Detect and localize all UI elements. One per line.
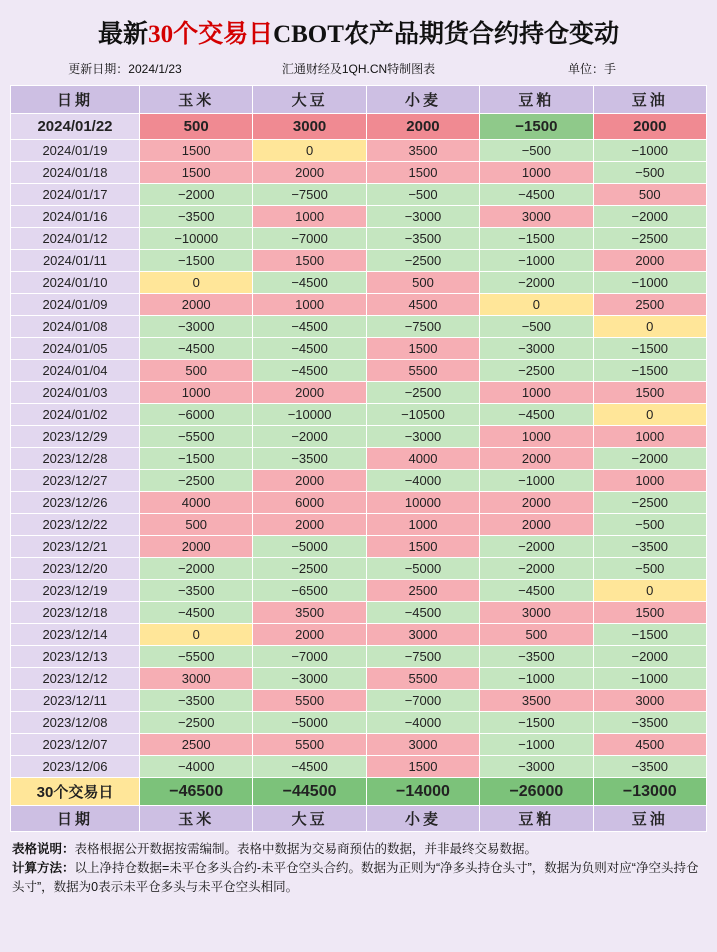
table-footer-header-row-cell-1: 玉米	[140, 806, 253, 832]
cell-小麦: −4000	[366, 712, 479, 734]
row-date: 2024/01/18	[11, 162, 140, 184]
row-date: 2024/01/16	[11, 206, 140, 228]
cell-豆粕: −1500	[480, 114, 593, 140]
cell-大豆: −2500	[253, 558, 366, 580]
table-row	[11, 558, 707, 580]
cell-豆油: −2500	[593, 492, 706, 514]
table-row	[11, 140, 707, 162]
cell-玉米: 3000	[140, 668, 253, 690]
table-header-row-cell-0: 日期	[11, 86, 140, 114]
cell-大豆: 1000	[253, 294, 366, 316]
table-row	[11, 690, 707, 712]
cell-豆粕: −2000	[480, 536, 593, 558]
table-row	[11, 602, 707, 624]
cell-大豆: 3500	[253, 602, 366, 624]
row-date: 2023/12/08	[11, 712, 140, 734]
cell-小麦: −4000	[366, 470, 479, 492]
cell-大豆: 2000	[253, 162, 366, 184]
row-date: 2023/12/14	[11, 624, 140, 646]
cell-豆油: 1500	[593, 382, 706, 404]
cell-豆粕: 1000	[480, 426, 593, 448]
table-row	[11, 712, 707, 734]
cell-玉米: 0	[140, 272, 253, 294]
cell-豆粕: 3000	[480, 206, 593, 228]
cell-豆粕: −2000	[480, 558, 593, 580]
cell-大豆: 1500	[253, 250, 366, 272]
cell-玉米: 1000	[140, 382, 253, 404]
cell-大豆: 2000	[253, 470, 366, 492]
row-date: 2023/12/21	[11, 536, 140, 558]
cell-豆油: 2000	[593, 114, 706, 140]
title-highlight: 30个交易日	[148, 21, 274, 48]
cell-玉米: −4500	[140, 338, 253, 360]
row-date: 2023/12/11	[11, 690, 140, 712]
cell-豆粕: −3000	[480, 338, 593, 360]
cell-玉米: 500	[140, 114, 253, 140]
cell-大豆: −4500	[253, 316, 366, 338]
cell-豆油: −500	[593, 162, 706, 184]
cell-小麦: −10500	[366, 404, 479, 426]
cell-大豆: 5500	[253, 734, 366, 756]
table-row	[11, 360, 707, 382]
row-date: 2024/01/09	[11, 294, 140, 316]
table-row	[11, 272, 707, 294]
cell-玉米: −3000	[140, 316, 253, 338]
cell-大豆: −10000	[253, 404, 366, 426]
cell-小麦: 1000	[366, 514, 479, 536]
cell-大豆: −3000	[253, 668, 366, 690]
cell-小麦: 10000	[366, 492, 479, 514]
cell-小麦: 1500	[366, 756, 479, 778]
cell-豆油: −1500	[593, 360, 706, 382]
cell-玉米: −6000	[140, 404, 253, 426]
cell-豆油: −3500	[593, 536, 706, 558]
page-title	[10, 8, 707, 58]
total-豆油: −13000	[593, 778, 706, 806]
note-line-1	[12, 840, 705, 859]
cell-豆粕: −4500	[480, 184, 593, 206]
table-header-row-cell-5: 豆油	[593, 86, 706, 114]
cell-豆粕: 0	[480, 294, 593, 316]
table-header-row-cell-2: 大豆	[253, 86, 366, 114]
row-date: 2024/01/08	[11, 316, 140, 338]
cell-玉米: 0	[140, 624, 253, 646]
total-大豆: −44500	[253, 778, 366, 806]
table-header-row	[11, 86, 707, 114]
cell-豆粕: −1000	[480, 250, 593, 272]
table-footer-header-row-cell-3: 小麦	[366, 806, 479, 832]
totals-row	[11, 778, 707, 806]
cell-豆粕: −2500	[480, 360, 593, 382]
cell-玉米: 2000	[140, 536, 253, 558]
cell-豆油: 2500	[593, 294, 706, 316]
row-date: 2024/01/11	[11, 250, 140, 272]
table-row	[11, 646, 707, 668]
row-date: 2023/12/22	[11, 514, 140, 536]
cell-小麦: −500	[366, 184, 479, 206]
cell-大豆: −4500	[253, 272, 366, 294]
cell-小麦: 2500	[366, 580, 479, 602]
cell-豆粕: −3000	[480, 756, 593, 778]
notes-block	[10, 832, 707, 901]
unit-label: 单位：手	[567, 62, 616, 76]
cell-玉米: 2500	[140, 734, 253, 756]
cell-豆油: −2000	[593, 448, 706, 470]
cell-豆油: −3500	[593, 712, 706, 734]
cell-玉米: −2500	[140, 470, 253, 492]
cell-豆粕: 3000	[480, 602, 593, 624]
table-row	[11, 514, 707, 536]
row-date: 2023/12/07	[11, 734, 140, 756]
title-prefix: 最新	[98, 21, 149, 48]
cell-玉米: −3500	[140, 206, 253, 228]
cell-豆粕: 3500	[480, 690, 593, 712]
cell-玉米: −10000	[140, 228, 253, 250]
cell-玉米: 1500	[140, 140, 253, 162]
cell-玉米: −3500	[140, 690, 253, 712]
row-date: 2023/12/12	[11, 668, 140, 690]
cell-大豆: −4500	[253, 338, 366, 360]
table-row	[11, 382, 707, 404]
cell-大豆: 2000	[253, 382, 366, 404]
cell-小麦: −7500	[366, 316, 479, 338]
table-row	[11, 162, 707, 184]
row-date: 2024/01/04	[11, 360, 140, 382]
cell-大豆: −6500	[253, 580, 366, 602]
cell-玉米: 4000	[140, 492, 253, 514]
cell-豆油: 1000	[593, 470, 706, 492]
cell-玉米: −5500	[140, 646, 253, 668]
cell-豆油: −1500	[593, 338, 706, 360]
cell-小麦: 5500	[366, 360, 479, 382]
cell-豆粕: 500	[480, 624, 593, 646]
cell-豆油: −2000	[593, 646, 706, 668]
table-row	[11, 536, 707, 558]
cell-小麦: 3500	[366, 140, 479, 162]
cell-小麦: −3000	[366, 206, 479, 228]
cell-玉米: −2000	[140, 184, 253, 206]
table-header-row-cell-1: 玉米	[140, 86, 253, 114]
cell-大豆: 2000	[253, 514, 366, 536]
cell-豆油: −1500	[593, 624, 706, 646]
title-suffix: 农产品期货合约持仓变动	[343, 21, 619, 48]
cell-豆粕: −1000	[480, 734, 593, 756]
cell-豆油: 500	[593, 184, 706, 206]
cell-玉米: 2000	[140, 294, 253, 316]
table-row	[11, 734, 707, 756]
row-date: 2023/12/06	[11, 756, 140, 778]
row-date: 2024/01/10	[11, 272, 140, 294]
cell-玉米: −3500	[140, 580, 253, 602]
table-row	[11, 448, 707, 470]
cell-豆粕: −2000	[480, 272, 593, 294]
cell-豆油: −2000	[593, 206, 706, 228]
table-row	[11, 316, 707, 338]
cell-豆粕: 1000	[480, 162, 593, 184]
row-date: 2024/01/02	[11, 404, 140, 426]
cell-豆粕: −1500	[480, 712, 593, 734]
cell-豆粕: −500	[480, 140, 593, 162]
table-row	[11, 114, 707, 140]
table-footer-header-row-cell-4: 豆粕	[480, 806, 593, 832]
table-row	[11, 668, 707, 690]
cell-小麦: 500	[366, 272, 479, 294]
table-row	[11, 338, 707, 360]
table-row	[11, 426, 707, 448]
cell-大豆: −3500	[253, 448, 366, 470]
cell-小麦: 5500	[366, 668, 479, 690]
cell-豆粕: −500	[480, 316, 593, 338]
cell-小麦: 1500	[366, 338, 479, 360]
cell-小麦: 1500	[366, 536, 479, 558]
cell-豆油: 4500	[593, 734, 706, 756]
cell-小麦: 4000	[366, 448, 479, 470]
cell-玉米: −2500	[140, 712, 253, 734]
cell-豆粕: −4500	[480, 404, 593, 426]
cell-小麦: 3000	[366, 734, 479, 756]
note-line-2	[12, 859, 705, 897]
cell-豆粕: −1000	[480, 470, 593, 492]
cell-小麦: 1500	[366, 162, 479, 184]
table-footer-header-row-cell-0: 日期	[11, 806, 140, 832]
cell-玉米: 500	[140, 360, 253, 382]
cell-豆油: 1000	[593, 426, 706, 448]
table-row	[11, 206, 707, 228]
cell-豆粕: 2000	[480, 448, 593, 470]
row-date: 2023/12/27	[11, 470, 140, 492]
table-row	[11, 228, 707, 250]
cell-大豆: −4500	[253, 756, 366, 778]
note-1-text: 表格根据公开数据按需编制。表格中数据为交易商预估的数据，并非最终交易数据。	[74, 842, 538, 856]
row-date: 2023/12/26	[11, 492, 140, 514]
cell-小麦: −5000	[366, 558, 479, 580]
row-date: 2023/12/28	[11, 448, 140, 470]
cell-豆油: −1000	[593, 668, 706, 690]
cell-大豆: −7500	[253, 184, 366, 206]
row-date: 2024/01/03	[11, 382, 140, 404]
cell-豆粕: −1500	[480, 228, 593, 250]
table-header-row-cell-3: 小麦	[366, 86, 479, 114]
row-date: 2024/01/05	[11, 338, 140, 360]
table-footer-header-row-cell-2: 大豆	[253, 806, 366, 832]
table-row	[11, 184, 707, 206]
table-row	[11, 624, 707, 646]
cell-大豆: −7000	[253, 228, 366, 250]
table-row	[11, 492, 707, 514]
cell-豆粕: 2000	[480, 514, 593, 536]
total-玉米: −46500	[140, 778, 253, 806]
table-row	[11, 756, 707, 778]
row-date: 2023/12/20	[11, 558, 140, 580]
cell-小麦: −3000	[366, 426, 479, 448]
cell-豆油: 0	[593, 580, 706, 602]
cell-小麦: −7500	[366, 646, 479, 668]
cell-小麦: 2000	[366, 114, 479, 140]
cell-豆油: −500	[593, 514, 706, 536]
cell-大豆: −4500	[253, 360, 366, 382]
table-row	[11, 580, 707, 602]
cell-小麦: −2500	[366, 250, 479, 272]
cell-玉米: −2000	[140, 558, 253, 580]
cell-大豆: 5500	[253, 690, 366, 712]
cell-小麦: 4500	[366, 294, 479, 316]
title-mid: CBOT	[273, 21, 344, 48]
cell-豆粕: −1000	[480, 668, 593, 690]
cell-玉米: 1500	[140, 162, 253, 184]
table-row	[11, 404, 707, 426]
cell-小麦: −2500	[366, 382, 479, 404]
update-date-label: 更新日期：2024/1/23	[68, 62, 182, 76]
cell-豆油: −2500	[593, 228, 706, 250]
source-label: 汇通财经及1QH.CN特制图表	[281, 62, 436, 76]
cell-豆油: 0	[593, 404, 706, 426]
total-豆粕: −26000	[480, 778, 593, 806]
cell-玉米: −4500	[140, 602, 253, 624]
cell-大豆: −5000	[253, 536, 366, 558]
cell-玉米: −1500	[140, 448, 253, 470]
cell-豆油: 0	[593, 316, 706, 338]
table-row	[11, 294, 707, 316]
sub-header-bar	[10, 58, 707, 85]
cell-豆油: −1000	[593, 272, 706, 294]
row-date: 2023/12/13	[11, 646, 140, 668]
cell-豆油: 2000	[593, 250, 706, 272]
note-2-label: 计算方法：	[12, 861, 75, 875]
note-1-label: 表格说明：	[12, 842, 75, 856]
cell-豆粕: 1000	[480, 382, 593, 404]
cell-小麦: 3000	[366, 624, 479, 646]
cell-豆粕: −3500	[480, 646, 593, 668]
row-date: 2023/12/18	[11, 602, 140, 624]
table-header-row-cell-4: 豆粕	[480, 86, 593, 114]
cell-豆粕: −4500	[480, 580, 593, 602]
totals-label: 30个交易日	[11, 778, 140, 806]
cell-大豆: 2000	[253, 624, 366, 646]
table-row	[11, 470, 707, 492]
cell-大豆: 6000	[253, 492, 366, 514]
cell-豆粕: 2000	[480, 492, 593, 514]
row-date: 2024/01/12	[11, 228, 140, 250]
row-date: 2024/01/22	[11, 114, 140, 140]
total-小麦: −14000	[366, 778, 479, 806]
table-footer-header-row-cell-5: 豆油	[593, 806, 706, 832]
cell-大豆: 0	[253, 140, 366, 162]
note-2-text: 以上净持仓数据=未平仓多头合约-未平仓空头合约。数据为正则为“净多头持仓头寸”，数据为负则对应“净空头持仓头寸”，数据为0表示未平仓多头与未平仓空头相同。	[12, 861, 699, 894]
positions-table	[10, 85, 707, 832]
table-footer-header-row	[11, 806, 707, 832]
cell-大豆: 3000	[253, 114, 366, 140]
cell-小麦: −3500	[366, 228, 479, 250]
cell-豆油: 3000	[593, 690, 706, 712]
cell-豆油: 1500	[593, 602, 706, 624]
row-date: 2023/12/19	[11, 580, 140, 602]
cell-豆油: −3500	[593, 756, 706, 778]
cell-大豆: −5000	[253, 712, 366, 734]
cell-玉米: −1500	[140, 250, 253, 272]
row-date: 2024/01/19	[11, 140, 140, 162]
row-date: 2023/12/29	[11, 426, 140, 448]
cell-玉米: −5500	[140, 426, 253, 448]
cell-豆油: −500	[593, 558, 706, 580]
cell-大豆: −7000	[253, 646, 366, 668]
cell-豆油: −1000	[593, 140, 706, 162]
table-row	[11, 250, 707, 272]
cell-大豆: −2000	[253, 426, 366, 448]
cell-小麦: −4500	[366, 602, 479, 624]
cell-玉米: 500	[140, 514, 253, 536]
row-date: 2024/01/17	[11, 184, 140, 206]
cell-小麦: −7000	[366, 690, 479, 712]
cell-玉米: −4000	[140, 756, 253, 778]
cell-大豆: 1000	[253, 206, 366, 228]
